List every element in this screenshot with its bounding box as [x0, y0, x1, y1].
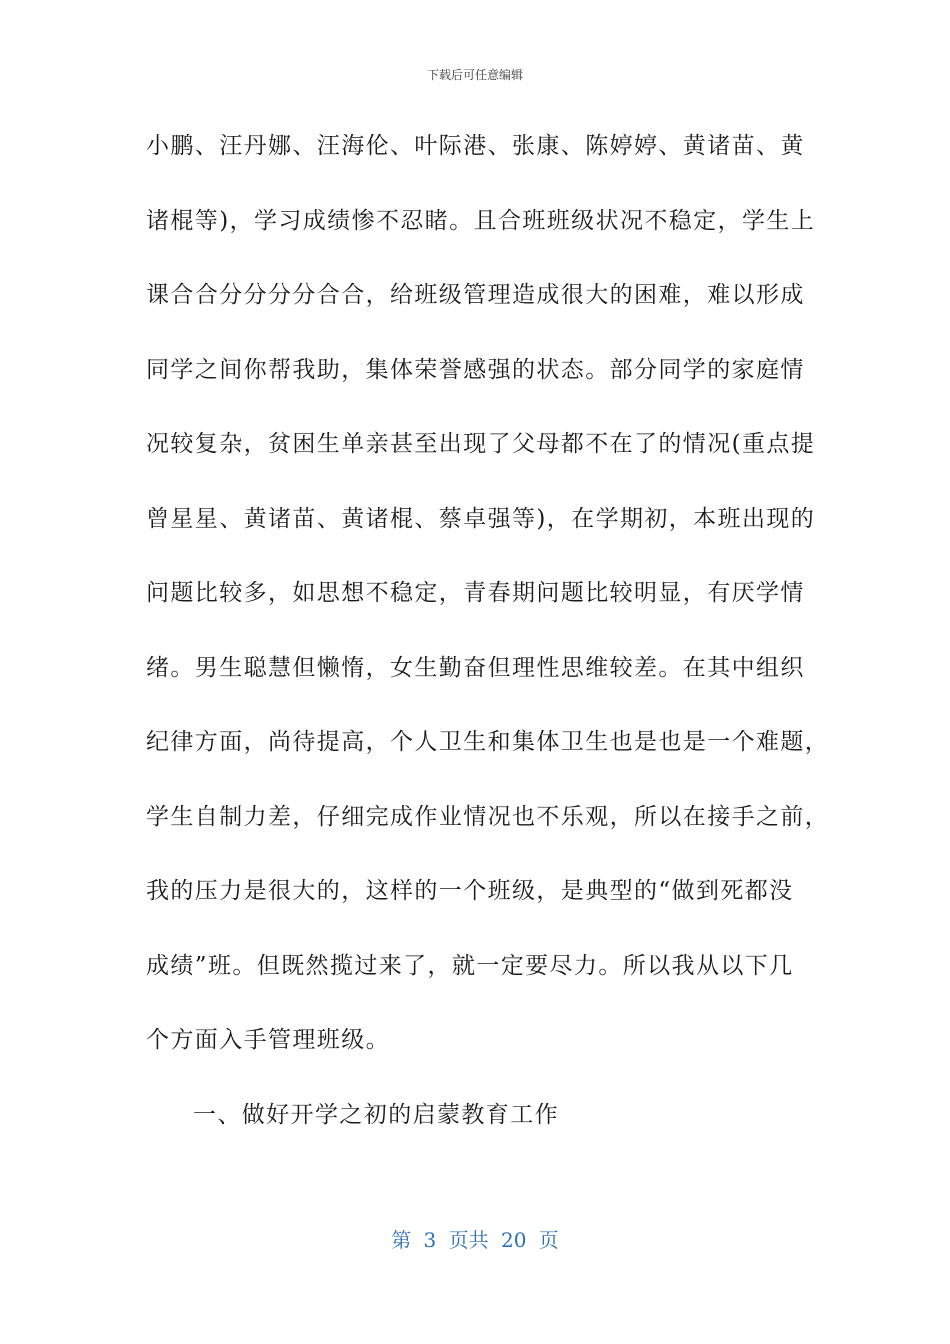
body-line: 同学之间你帮我助，集体荣誉感强的状态。部分同学的家庭情 — [146, 356, 805, 383]
body-line: 纪律方面，尚待提高，个人卫生和集体卫生也是也是一个难题， — [146, 729, 830, 755]
body-line: 学生自制力差，仔细完成作业情况也不乐观，所以在接手之前， — [146, 803, 830, 830]
body-line: 诸棍等)，学习成绩惨不忍睹。且合班班级状况不稳定，学生上 — [146, 207, 816, 234]
body-line: 个方面入手管理班级。 — [146, 1027, 390, 1053]
body-line: 问题比较多，如思想不稳定，青春期问题比较明显，有厌学情 — [146, 580, 805, 606]
section-heading: 一、做好开学之初的启蒙教育工作 — [193, 1101, 559, 1128]
page-number: 第 3 页共 20 页 — [391, 1228, 559, 1252]
body-line: 课合合分分分分合合，给班级管理造成很大的困难，难以形成 — [146, 282, 805, 308]
body-line: 绪。男生聪慧但懒惰，女生勤奋但理性思维较差。在其中组织 — [146, 654, 805, 681]
body-line: 曾星星、黄诸苗、黄诸棍、蔡卓强等)，在学期初，本班出现的 — [146, 505, 816, 532]
body-line: 我的压力是很大的，这样的一个班级，是典型的“做到死都没 — [146, 878, 794, 904]
body-line: 成绩”班。但既然揽过来了，就一定要尽力。所以我从以下几 — [146, 952, 794, 979]
header-note: 下载后可任意编辑 — [426, 68, 523, 82]
body-line: 小鹏、汪丹娜、汪海伦、叶际港、张康、陈婷婷、黄诸苗、黄 — [146, 133, 805, 159]
document-body — [146, 128, 830, 1171]
body-line: 况较复杂，贫困生单亲甚至出现了父母都不在了的情况(重点提 — [146, 431, 816, 457]
